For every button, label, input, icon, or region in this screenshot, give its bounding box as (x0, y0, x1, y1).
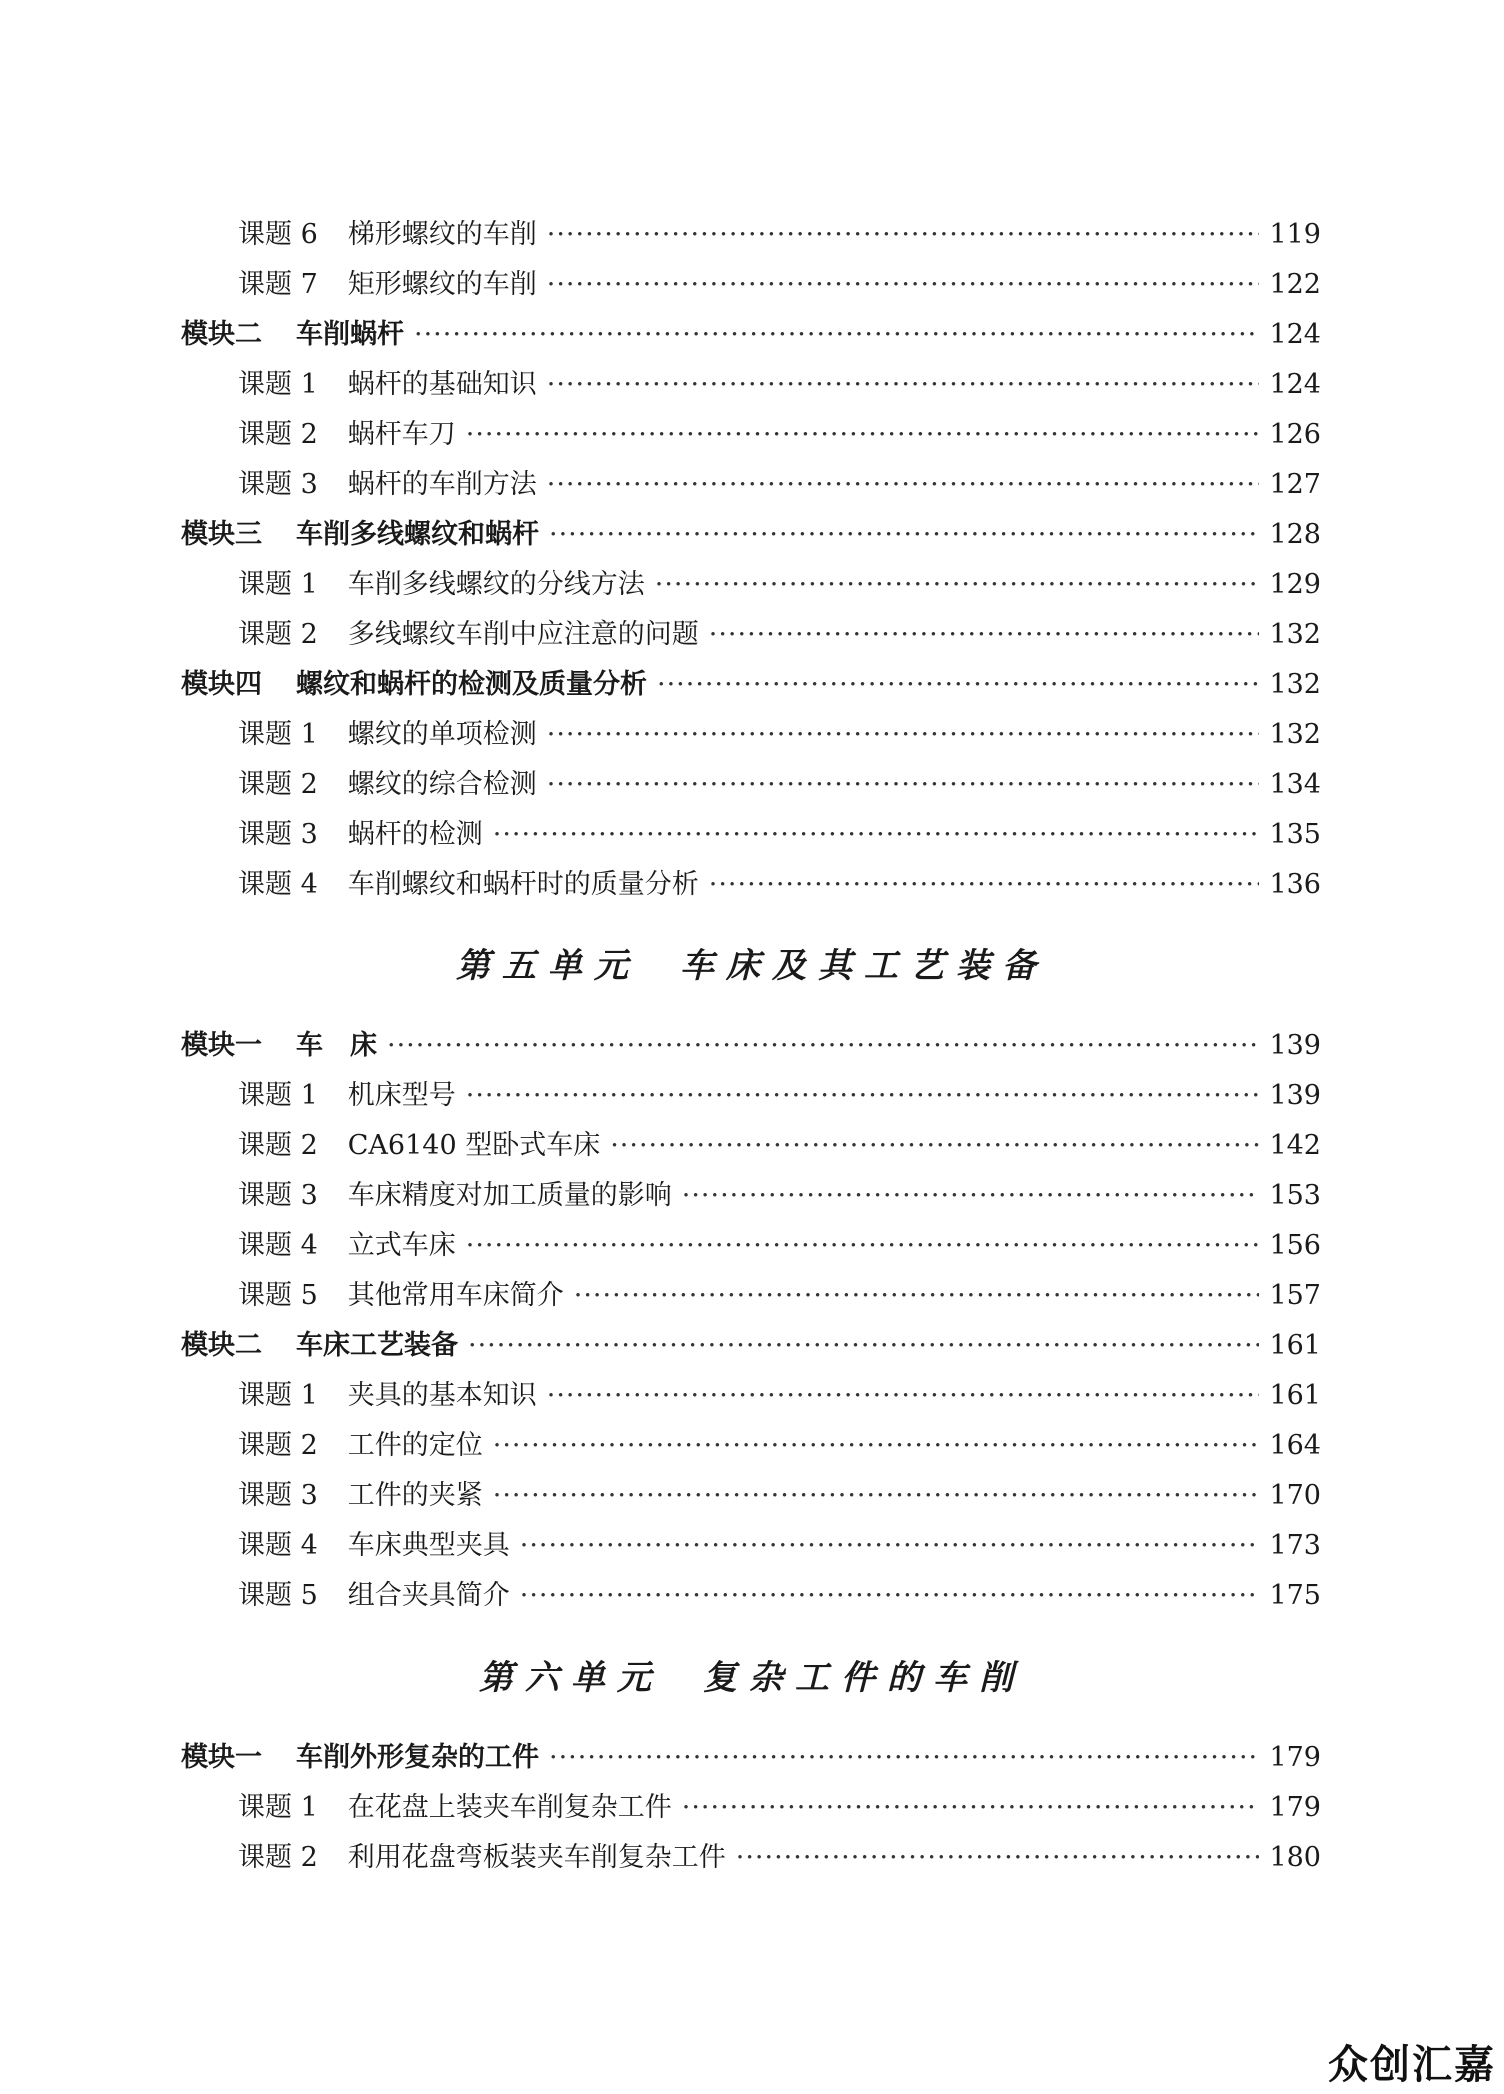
entry-label (238, 1121, 600, 1171)
entry-label (181, 660, 647, 710)
toc-topic-entry[interactable] (181, 860, 1321, 910)
entry-code: 模块三 (181, 519, 262, 550)
entry-code: 课题 3 (238, 1180, 318, 1211)
entry-label (238, 610, 699, 660)
entry-title: 梯形螺纹的车削 (347, 219, 537, 250)
entry-page-number: 156 (1269, 1230, 1321, 1261)
entry-page-number: 180 (1269, 1842, 1321, 1873)
entry-title: 车床精度对加工质量的影响 (347, 1180, 672, 1211)
leader-dots (709, 860, 1259, 910)
entry-label (238, 1221, 456, 1271)
entry-label (238, 460, 537, 510)
toc-topic-entry[interactable] (181, 560, 1321, 610)
toc-topic-entry[interactable] (181, 1521, 1321, 1571)
entry-code: 课题 2 (238, 619, 318, 650)
entry-title: 蜗杆的车削方法 (347, 469, 537, 500)
leader-dots (682, 1783, 1259, 1833)
entry-code: 课题 5 (238, 1580, 318, 1611)
entry-title: 车床工艺装备 (296, 1330, 458, 1361)
toc-topic-entry[interactable] (181, 1221, 1321, 1271)
entry-title: 车削多线螺纹的分线方法 (347, 569, 645, 600)
entry-label (181, 310, 404, 360)
entry-label (238, 860, 699, 910)
entry-title: 机床型号 (347, 1080, 456, 1111)
entry-label (238, 1271, 564, 1321)
entry-title: 工件的夹紧 (347, 1480, 483, 1511)
entry-label (181, 1021, 377, 1071)
entry-code: 课题 4 (238, 1230, 318, 1261)
entry-label (238, 760, 537, 810)
toc-module-entry[interactable] (181, 1733, 1321, 1783)
entry-code: 模块一 (181, 1030, 262, 1061)
entry-page-number: 124 (1269, 369, 1321, 400)
entry-page-number: 132 (1269, 669, 1321, 700)
entry-label (238, 1833, 726, 1883)
entry-page-number: 179 (1269, 1742, 1321, 1773)
toc-topic-entry[interactable] (181, 210, 1321, 260)
entry-label (238, 1783, 672, 1833)
entry-code: 课题 1 (238, 1080, 318, 1111)
leader-dots (414, 310, 1259, 360)
leader-dots (493, 1471, 1259, 1521)
entry-title: 蜗杆的检测 (347, 819, 483, 850)
entry-title: 立式车床 (347, 1230, 456, 1261)
entry-page-number: 139 (1269, 1080, 1321, 1111)
entry-code: 模块二 (181, 319, 262, 350)
leader-dots (547, 710, 1259, 760)
entry-title: 其他常用车床简介 (347, 1280, 564, 1311)
entry-code: 课题 4 (238, 1530, 318, 1561)
entry-label (238, 1371, 537, 1421)
entry-label (181, 1321, 458, 1371)
entry-code: 课题 3 (238, 1480, 318, 1511)
entry-page-number: 132 (1269, 619, 1321, 650)
entry-page-number: 135 (1269, 819, 1321, 850)
entry-code: 课题 1 (238, 1380, 318, 1411)
toc-topic-entry[interactable] (181, 1783, 1321, 1833)
entry-title: 车削螺纹和蜗杆时的质量分析 (347, 869, 699, 900)
leader-dots (709, 610, 1259, 660)
entry-code: 课题 1 (238, 719, 318, 750)
entry-code: 模块一 (181, 1742, 262, 1773)
entry-code: 课题 2 (238, 1430, 318, 1461)
entry-title: 在花盘上装夹车削复杂工件 (347, 1792, 672, 1823)
toc-topic-entry[interactable] (181, 260, 1321, 310)
entry-code: 课题 3 (238, 469, 318, 500)
entry-code: 课题 1 (238, 369, 318, 400)
entry-code: 课题 1 (238, 1792, 318, 1823)
toc-topic-entry[interactable] (181, 610, 1321, 660)
leader-dots (547, 360, 1259, 410)
entry-page-number: 136 (1269, 869, 1321, 900)
entry-label (238, 1171, 672, 1221)
entry-page-number: 119 (1269, 219, 1321, 250)
leader-dots (736, 1833, 1259, 1883)
toc-topic-entry[interactable] (181, 410, 1321, 460)
unit-title-5 (0, 938, 1504, 987)
entry-code: 模块四 (181, 669, 262, 700)
entry-title: 利用花盘弯板装夹车削复杂工件 (347, 1842, 726, 1873)
toc-section-unit-5 (181, 1021, 1321, 1621)
entry-label (181, 510, 539, 560)
entry-page-number: 128 (1269, 519, 1321, 550)
toc-module-entry[interactable] (181, 1021, 1321, 1071)
entry-title: 车削外形复杂的工件 (296, 1742, 539, 1773)
toc-topic-entry[interactable] (181, 760, 1321, 810)
toc-topic-entry[interactable] (181, 1071, 1321, 1121)
leader-dots (655, 560, 1259, 610)
entry-code: 课题 1 (238, 569, 318, 600)
toc-topic-entry[interactable] (181, 1421, 1321, 1471)
leader-dots (574, 1271, 1259, 1321)
entry-page-number: 129 (1269, 569, 1321, 600)
leader-dots (682, 1171, 1259, 1221)
entry-page-number: 179 (1269, 1792, 1321, 1823)
leader-dots (657, 660, 1259, 710)
toc-topic-entry[interactable] (181, 1271, 1321, 1321)
toc-section-continued (181, 210, 1321, 910)
entry-title: 螺纹和蜗杆的检测及质量分析 (296, 669, 647, 700)
entry-label (238, 260, 537, 310)
leader-dots (387, 1021, 1259, 1071)
entry-label (181, 1733, 539, 1783)
entry-page-number: 132 (1269, 719, 1321, 750)
entry-page-number: 153 (1269, 1180, 1321, 1211)
entry-title: 螺纹的单项检测 (347, 719, 537, 750)
toc-module-entry[interactable] (181, 310, 1321, 360)
entry-label (238, 360, 537, 410)
entry-title: 矩形螺纹的车削 (347, 269, 537, 300)
entry-label (238, 1471, 483, 1521)
entry-page-number: 161 (1269, 1380, 1321, 1411)
entry-page-number: 170 (1269, 1480, 1321, 1511)
leader-dots (547, 210, 1259, 260)
entry-page-number: 157 (1269, 1280, 1321, 1311)
entry-label (238, 710, 537, 760)
entry-code: 课题 2 (238, 1130, 318, 1161)
entry-page-number: 124 (1269, 319, 1321, 350)
toc-topic-entry[interactable] (181, 460, 1321, 510)
leader-dots (547, 260, 1259, 310)
unit-name: 车床及其工艺装备 (680, 946, 1048, 986)
entry-title: 夹具的基本知识 (347, 1380, 537, 1411)
entry-code: 课题 6 (238, 219, 318, 250)
entry-title: 螺纹的综合检测 (347, 769, 537, 800)
entry-code: 课题 2 (238, 769, 318, 800)
toc-topic-entry[interactable] (181, 810, 1321, 860)
entry-title: CA6140 型卧式车床 (347, 1130, 601, 1161)
toc-topic-entry[interactable] (181, 1371, 1321, 1421)
unit-code: 第五单元 (456, 946, 640, 986)
entry-label (238, 1071, 456, 1121)
leader-dots (468, 1321, 1259, 1371)
entry-label (238, 1421, 483, 1471)
leader-dots (547, 1371, 1259, 1421)
entry-code: 课题 2 (238, 419, 318, 450)
toc-module-entry[interactable] (181, 510, 1321, 560)
entry-label (238, 410, 456, 460)
entry-page-number: 173 (1269, 1530, 1321, 1561)
entry-title: 工件的定位 (347, 1430, 483, 1461)
entry-label (238, 560, 645, 610)
entry-page-number: 127 (1269, 469, 1321, 500)
leader-dots (493, 1421, 1259, 1471)
leader-dots (493, 810, 1259, 860)
leader-dots (547, 460, 1259, 510)
toc-topic-entry[interactable] (181, 1833, 1321, 1883)
entry-code: 课题 2 (238, 1842, 318, 1873)
toc-topic-entry[interactable] (181, 710, 1321, 760)
leader-dots (466, 1221, 1259, 1271)
entry-title: 多线螺纹车削中应注意的问题 (347, 619, 699, 650)
entry-title: 蜗杆车刀 (347, 419, 456, 450)
entry-code: 课题 3 (238, 819, 318, 850)
entry-page-number: 175 (1269, 1580, 1321, 1611)
entry-page-number: 164 (1269, 1430, 1321, 1461)
entry-label (238, 210, 537, 260)
leader-dots (520, 1571, 1259, 1621)
toc-topic-entry[interactable] (181, 1171, 1321, 1221)
entry-title: 组合夹具简介 (347, 1580, 510, 1611)
leader-dots (549, 510, 1259, 560)
unit-code: 第六单元 (479, 1658, 663, 1698)
leader-dots (466, 1071, 1259, 1121)
entry-label (238, 1521, 510, 1571)
entry-page-number: 122 (1269, 269, 1321, 300)
unit-title-6 (0, 1650, 1504, 1699)
entry-title: 车削多线螺纹和蜗杆 (296, 519, 539, 550)
toc-topic-entry[interactable] (181, 360, 1321, 410)
entry-code: 课题 5 (238, 1280, 318, 1311)
leader-dots (549, 1733, 1259, 1783)
toc-topic-entry[interactable] (181, 1471, 1321, 1521)
leader-dots (520, 1521, 1259, 1571)
entry-page-number: 126 (1269, 419, 1321, 450)
leader-dots (547, 760, 1259, 810)
toc-topic-entry[interactable] (181, 1571, 1321, 1621)
entry-page-number: 139 (1269, 1030, 1321, 1061)
entry-title: 车床典型夹具 (347, 1530, 510, 1561)
entry-label (238, 810, 483, 860)
toc-module-entry[interactable] (181, 660, 1321, 710)
toc-topic-entry[interactable] (181, 1121, 1321, 1171)
unit-name: 复杂工件的车削 (703, 1658, 1025, 1698)
toc-module-entry[interactable] (181, 1321, 1321, 1371)
entry-page-number: 161 (1269, 1330, 1321, 1361)
leader-dots (466, 410, 1259, 460)
entry-title: 蜗杆的基础知识 (347, 369, 537, 400)
watermark-logo: 众创汇嘉 (1328, 2042, 1496, 2088)
leader-dots (610, 1121, 1259, 1171)
entry-page-number: 142 (1269, 1130, 1321, 1161)
entry-title: 车削蜗杆 (296, 319, 404, 350)
entry-code: 模块二 (181, 1330, 262, 1361)
entry-label (238, 1571, 510, 1621)
toc-section-unit-6 (181, 1733, 1321, 1883)
entry-title: 车 床 (296, 1030, 377, 1061)
entry-page-number: 134 (1269, 769, 1321, 800)
entry-code: 课题 7 (238, 269, 318, 300)
entry-code: 课题 4 (238, 869, 318, 900)
